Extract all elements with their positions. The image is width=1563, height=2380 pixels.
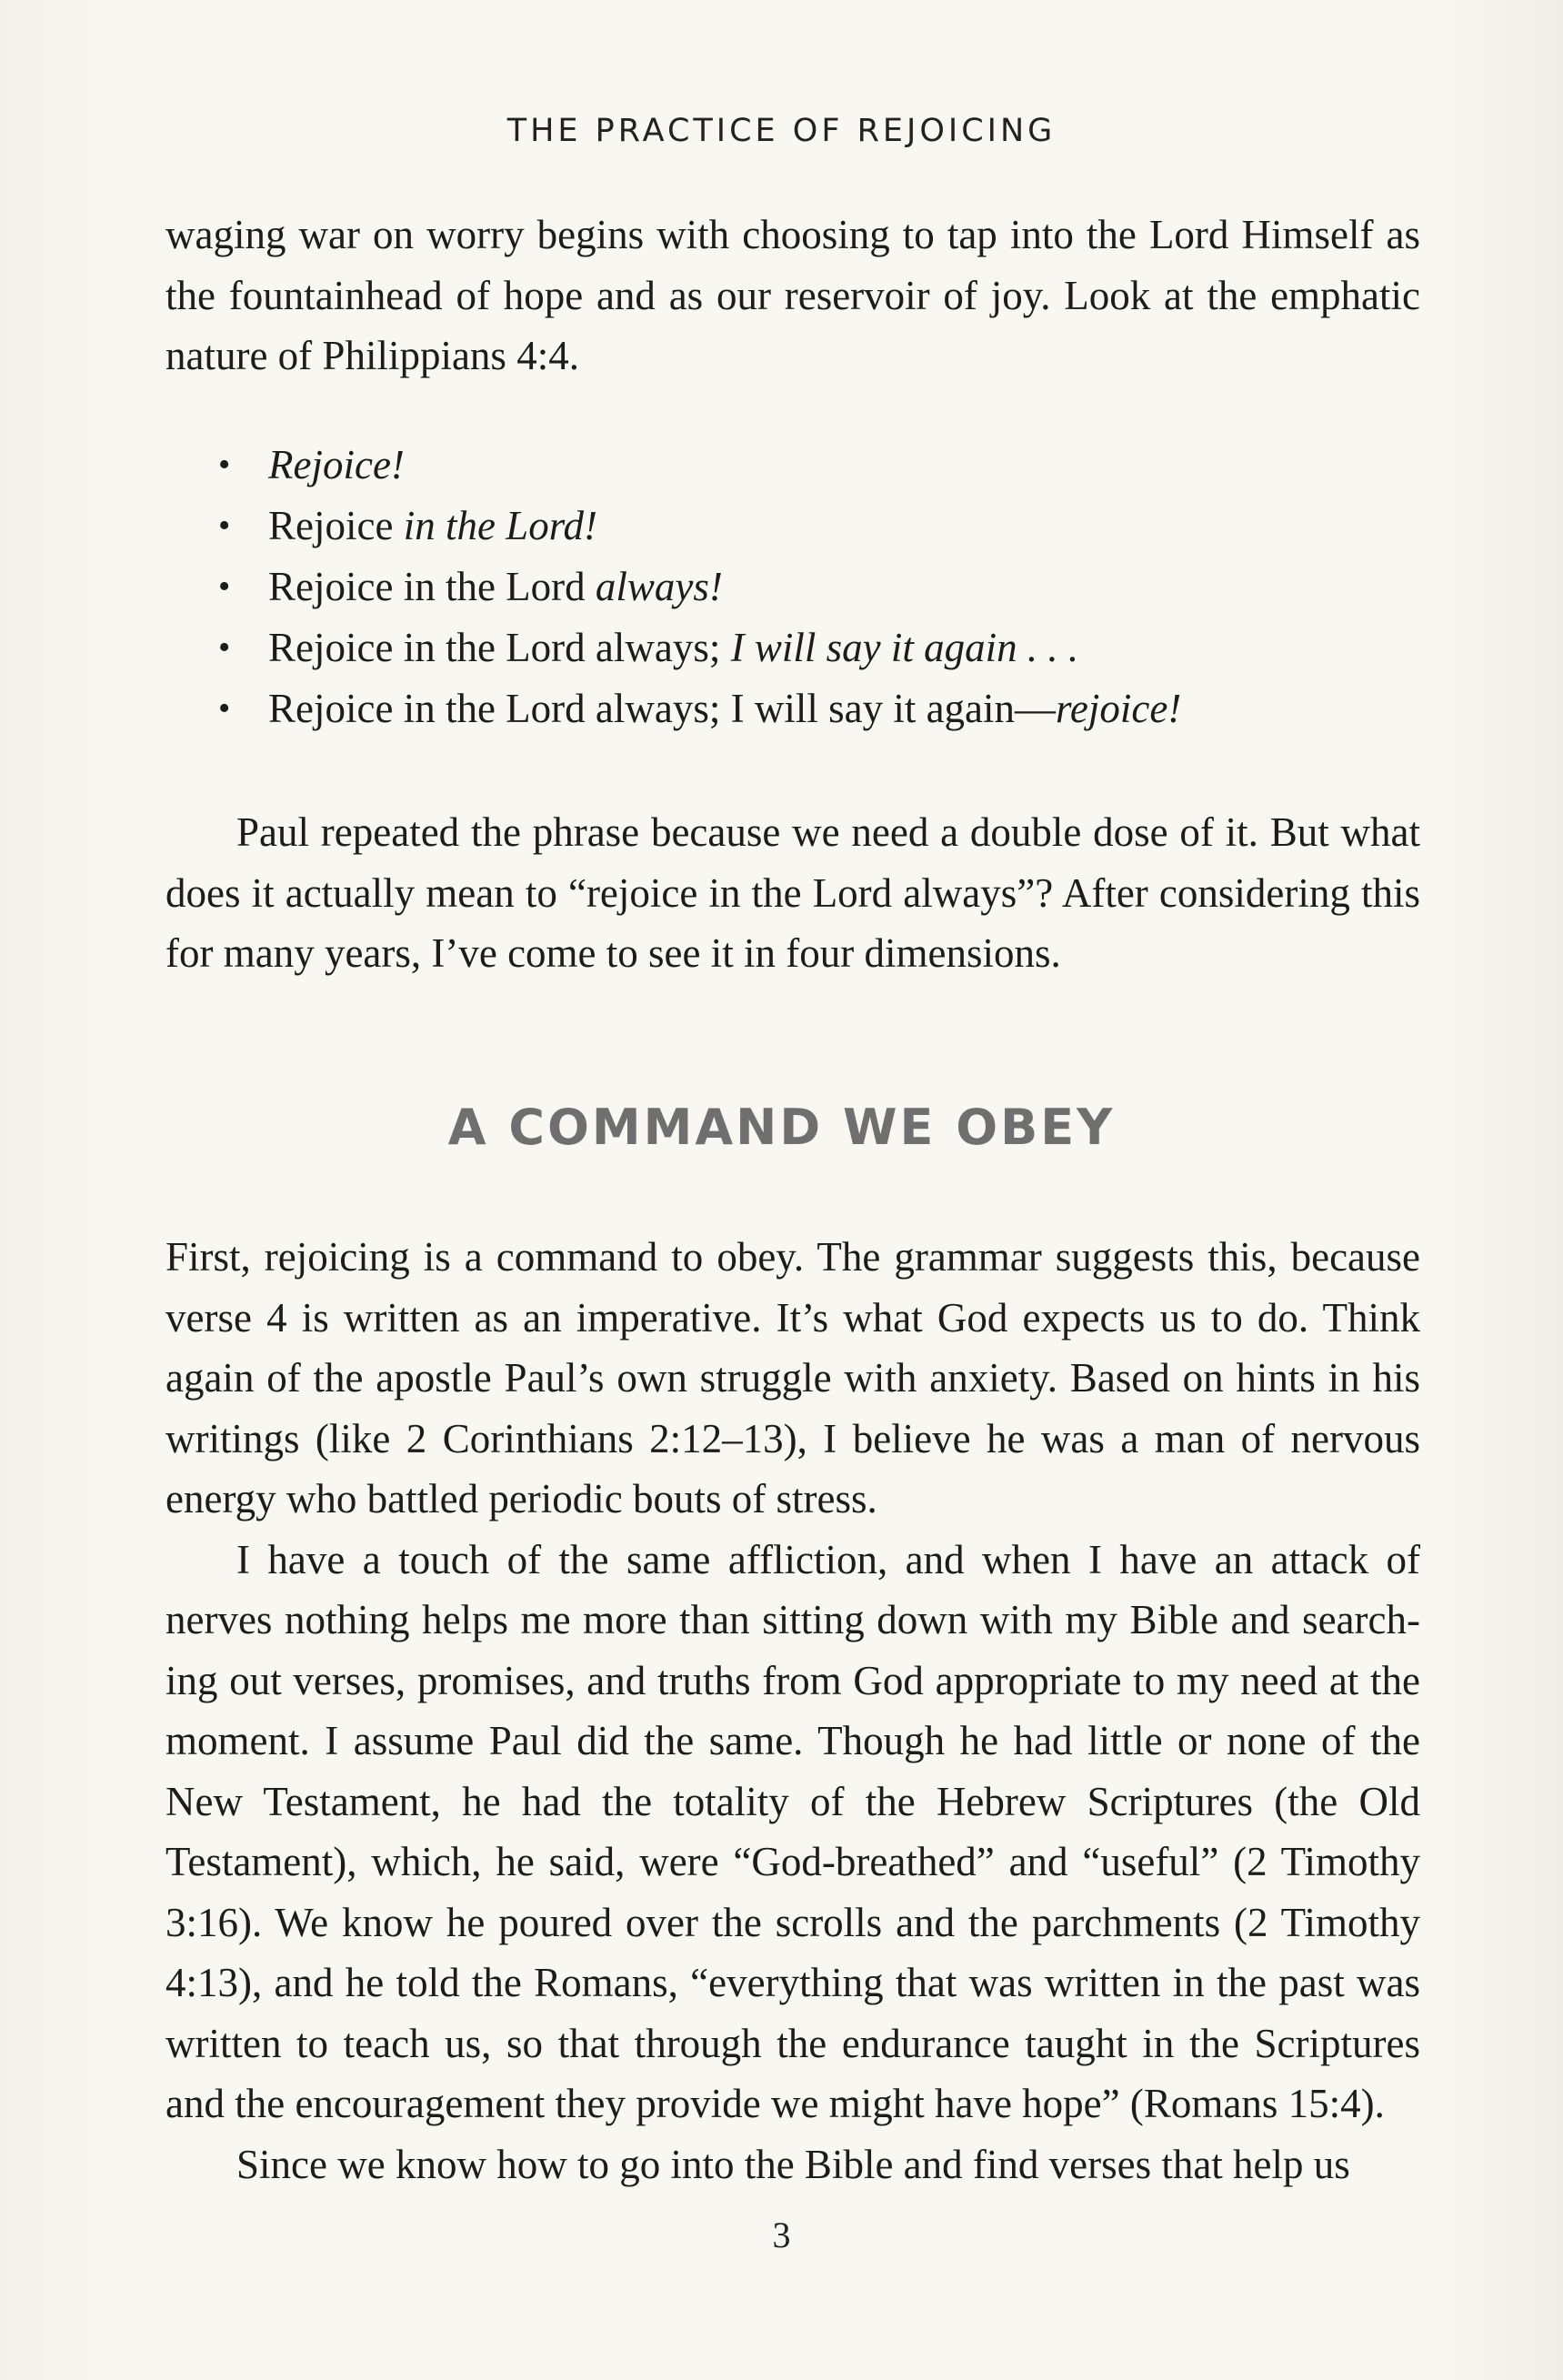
body-paragraph: First, rejoicing is a command to obey. The grammar suggests this, because verse 4 is written as an imperative. It’s what God expects us to do. Think again of the apostle Paul’s own struggle with anxiety. Based on hints in his writings (like 2 Corinthians 2:12–13), I believe he was a man of nervous energy who battled periodic bouts of stress. <box>165 1234 1420 1521</box>
intro-paragraph: waging war on worry begins with choosing to tap into the Lord Himself as the fountainhead of hope and as our reservoir of joy. Look at the emphatic nature of Philippians 4:4. <box>165 212 1420 378</box>
bullet-emphasis-text: rejoice! <box>1056 686 1182 731</box>
section-heading: A COMMAND WE OBEY <box>447 1099 1116 1156</box>
running-head: THE PRACTICE OF REJOICING <box>506 113 1057 149</box>
bullet-item <box>218 496 1181 557</box>
bullet-item <box>218 435 1181 496</box>
bullet-plain-text: Rejoice in the Lord <box>268 564 596 609</box>
bullet-item <box>218 557 1181 618</box>
bullet-emphasis-text: Rejoice! <box>268 442 405 487</box>
paul-paragraph: Paul repeated the phrase because we need a double dose of it. But what does it actually mean to “rejoice in the Lord always”? After considering this for many years, I’ve come to see it in four dimensions. <box>165 809 1420 976</box>
bullet-plain-text: Rejoice <box>268 503 404 548</box>
command-section-body <box>165 1227 1420 2194</box>
bullet-plain-text: Rejoice in the Lord always; I will say it again— <box>268 686 1057 731</box>
bullet-item <box>218 678 1181 739</box>
bullet-plain-text: Rejoice in the Lord always; <box>268 625 731 670</box>
paul-paragraph-block <box>165 802 1420 984</box>
bullet-item <box>218 618 1181 678</box>
bullet-emphasis-text: I will say it again . . . <box>730 625 1079 670</box>
bullet-emphasis-text: in the Lord! <box>403 503 598 548</box>
rejoice-bullet-list <box>218 435 1181 739</box>
intro-paragraph-block <box>165 205 1420 387</box>
body-paragraph: Since we know how to go into the Bible and find verses that help us <box>236 2141 1350 2187</box>
body-paragraph: I have a touch of the same affliction, and when I have an attack of nerves nothing helps me more than sitting down with my Bible and searching out verses, promises, and truths from God appropriate to my need at the moment. I assume Paul did the same. Though he had little or none of the New Testament, he had the totality of the Hebrew Scriptures (the Old Testament), which, he said, were “God-breathed” and “useful” (2 Timothy 3:16). We know he poured over the scrolls and the parchments (2 Timothy 4:13), and he told the Romans, “everything that was written in the past was written to teach us, so that through the endurance taught in the Scriptures and the encouragement they provide we might have hope” (Romans 15:4). <box>165 1536 1420 2126</box>
bullet-emphasis-text: always! <box>595 564 723 609</box>
page-number: 3 <box>772 2214 791 2255</box>
